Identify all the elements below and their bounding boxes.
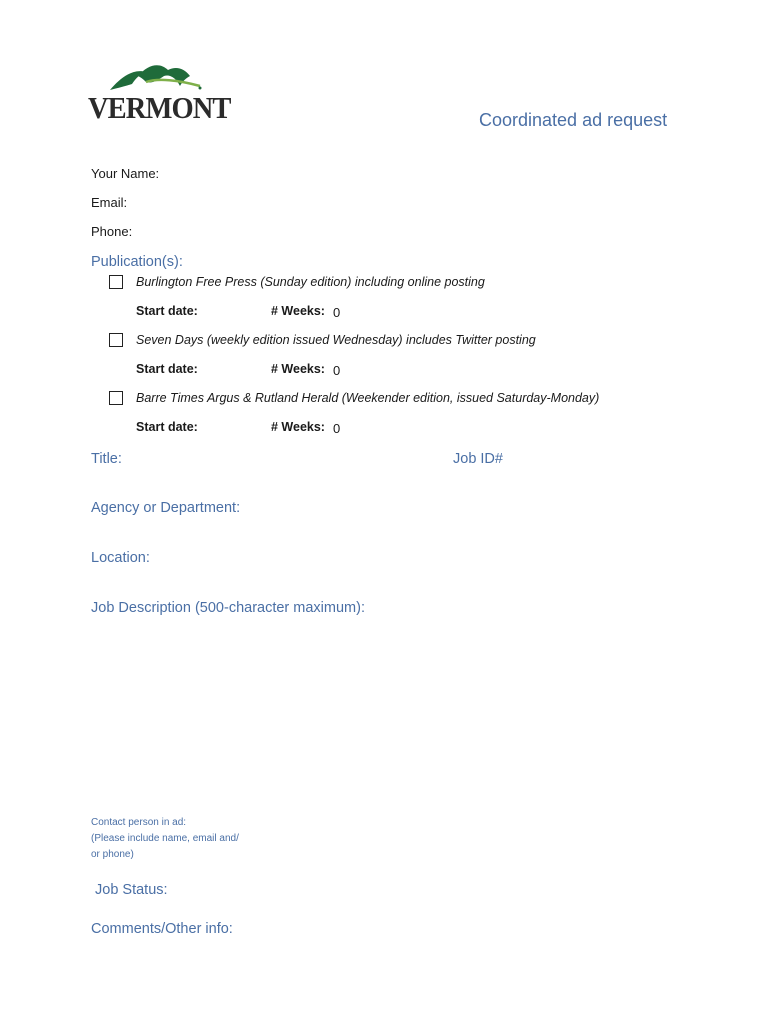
contact-line-1: Contact person in ad:	[91, 817, 187, 828]
publication-name: Barre Times Argus & Rutland Herald (Weekender edition, issued Saturday-Monday)	[136, 391, 600, 405]
title-label: Title:	[91, 451, 122, 467]
job-description-label: Job Description (500-character maximum):	[91, 600, 365, 616]
document-title: Coordinated ad request	[479, 110, 668, 130]
seven-days-checkbox[interactable]	[109, 333, 123, 347]
location-label: Location:	[91, 550, 150, 566]
weeks-label: # Weeks:	[271, 420, 325, 434]
contact-line-3: or phone)	[91, 849, 134, 860]
job-id-label: Job ID#	[453, 451, 503, 467]
weeks-label: # Weeks:	[271, 362, 325, 376]
logo-wordmark: VERMONT	[88, 90, 231, 125]
email-label: Email:	[91, 195, 128, 210]
publications-heading: Publication(s):	[91, 254, 183, 270]
start-date-label: Start date:	[136, 362, 198, 376]
comments-label: Comments/Other info:	[91, 921, 233, 937]
start-date-label: Start date:	[136, 420, 198, 434]
agency-label: Agency or Department:	[91, 500, 241, 516]
weeks-value[interactable]: 0	[333, 421, 341, 436]
contact-person-label	[91, 815, 239, 863]
contact-line-2: (Please include name, email and/	[91, 833, 239, 844]
weeks-value[interactable]: 0	[333, 305, 341, 320]
vermont-logo	[88, 60, 231, 130]
burlington-checkbox[interactable]	[109, 275, 123, 289]
your-name-label: Your Name:	[91, 166, 160, 181]
publication-name: Burlington Free Press (Sunday edition) including online posting	[136, 275, 485, 289]
start-date-label: Start date:	[136, 304, 198, 318]
phone-label: Phone:	[91, 224, 133, 239]
barre-times-checkbox[interactable]	[109, 391, 123, 405]
weeks-label: # Weeks:	[271, 304, 325, 318]
job-status-label: Job Status:	[95, 882, 168, 898]
weeks-value[interactable]: 0	[333, 363, 341, 378]
publication-name: Seven Days (weekly edition issued Wednesday) includes Twitter posting	[136, 333, 536, 347]
